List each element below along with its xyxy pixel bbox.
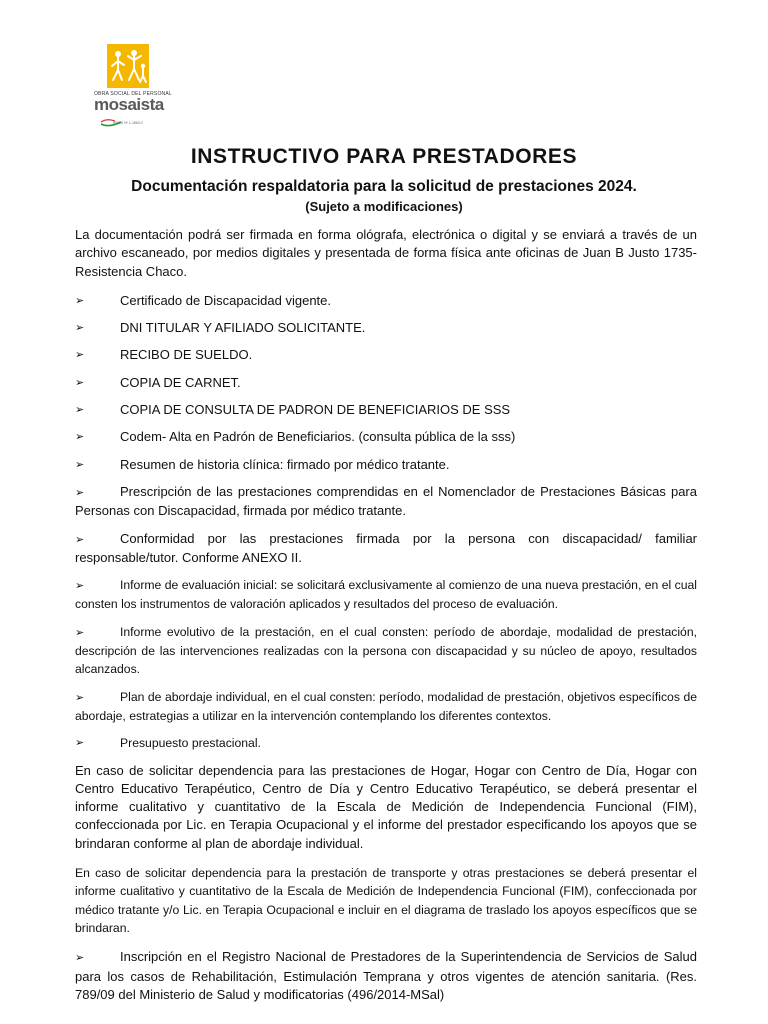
logo-tagline: RNOS Nº 1-1860-2 [113,121,143,125]
list-item [75,428,697,446]
list-item [75,734,697,752]
list-item-text: Inscripción en el Registro Nacional de Prestadores de la Superintendencia de Servicios de Salud para los casos de Rehabilitación, Estimulación Temprana y otros vigentes de atención sanitaria. (Res. 789/09 del Ministerio de Salud y modificatorias (496/2014-MSal) [75,949,697,1002]
list-item-text: COPIA DE CARNET. [120,374,241,390]
arrow-bullet-icon: ➢ [75,404,85,417]
page-subtitle: Documentación respaldatoria para la solicitud de prestaciones 2024. [131,178,637,195]
list-item [75,530,697,568]
logo-mosaic-icon [107,44,149,88]
arrow-bullet-icon: ➢ [75,737,85,750]
list-item-text: Conformidad por las prestaciones firmada por la persona con discapacidad/ familiar responsable/tutor. Conforme ANEXO II. [75,530,697,565]
list-item-text: DNI TITULAR Y AFILIADO SOLICITANTE. [120,320,366,336]
arrow-bullet-icon: ➢ [75,322,85,335]
list-item [75,623,697,679]
arrow-bullet-icon: ➢ [75,691,85,704]
page-subnote: (Sujeto a modificaciones) [305,199,463,214]
organization-logo [93,40,173,132]
list-item-text: Prescripción de las prestaciones comprendidas en el Nomenclador de Prestaciones Básicas para Personas con Discapacidad, firmada por médico tratante. [75,483,697,519]
arrow-bullet-icon: ➢ [75,486,85,499]
list-item [75,292,697,310]
list-item [75,688,697,726]
list-item-text: Certificado de Discapacidad vigente. [120,292,332,308]
list-item-text: Codem- Alta en Padrón de Beneficiarios. (consulta pública de la sss) [120,429,516,445]
list-item [75,576,697,614]
document-body [75,226,697,1013]
list-item-text: Resumen de historia clínica: firmado por médico tratante. [120,456,450,472]
page-title: INSTRUCTIVO PARA PRESTADORES [190,145,578,168]
list-item [75,319,697,337]
list-item [75,401,697,419]
list-item [75,483,697,521]
list-item-text: COPIA DE CONSULTA DE PADRON DE BENEFICIARIOS DE SSS [120,402,511,418]
list-item-text: Plan de abordaje individual, en el cual consten: período, modalidad de prestación, objetivos específicos de abordaje, estrategias a utilizar en la intervención contemplando los diferentes contextos. [75,689,697,723]
arrow-bullet-icon: ➢ [75,349,85,362]
logo-org-name: mosaista [94,95,164,114]
logo-org-subtitle: OBRA SOCIAL DEL PERSONAL [94,91,172,97]
intro-paragraph: La documentación podrá ser firmada en forma ológrafa, electrónica o digital y se enviará a través de un archivo escaneado, por medios digitales y presentada de forma física ante oficinas de Juan B Justo 1735- Resistencia Chaco. [75,227,697,279]
list-item [75,374,697,392]
arrow-bullet-icon: ➢ [75,294,85,307]
arrow-bullet-icon: ➢ [75,376,85,389]
list-item-text: Presupuesto prestacional. [120,736,261,751]
list-item [75,456,697,474]
arrow-bullet-icon: ➢ [75,952,85,965]
arrow-bullet-icon: ➢ [75,626,85,639]
list-item [75,948,697,1004]
arrow-bullet-icon: ➢ [75,431,85,444]
list-item-text: Informe de evaluación inicial: se solicitará exclusivamente al comienzo de una nueva prestación, en el cual consten los instrumentos de valoración aplicados y resultados del proceso de evaluación. [75,578,697,612]
arrow-bullet-icon: ➢ [75,580,85,593]
list-item-text: Informe evolutivo de la prestación, en el cual consten: período de abordaje, modalidad de prestación, descripción de las intervenciones realizadas con la persona con discapacidad y su núcleo de apoyo, resultados alcanzados. [75,624,697,677]
fim-transporte-paragraph: En caso de solicitar dependencia para la prestación de transporte y otras prestaciones se deberá presentar el informe cualitativo y cuantitativo de la Escala de Medición de Independencia Funcional (FIM), confeccionada por médico tratante y/o Lic. en Terapia Ocupacional e incluir en el diagrama de traslado los apoyos específicos que se brindaran. [75,866,697,935]
fim-hogar-paragraph: En caso de solicitar dependencia para las prestaciones de Hogar, Hogar con Centro de Día, Hogar con Centro Educativo Terapéutico, Centro de Día y Centro Educativo Terapéutico, se deberá presentar el informe cualitativo y cuantitativo de la Escala de Medición de Independencia Funcional (FIM), confeccionada por Lic. en Terapia Ocupacional y el informe del prestador especificando los apoyos que se brindaran conforme al plan de abordaje individual. [75,762,697,851]
list-item-text: RECIBO DE SUELDO. [120,347,253,363]
arrow-bullet-icon: ➢ [75,533,85,546]
list-item [75,346,697,364]
arrow-bullet-icon: ➢ [75,458,85,471]
